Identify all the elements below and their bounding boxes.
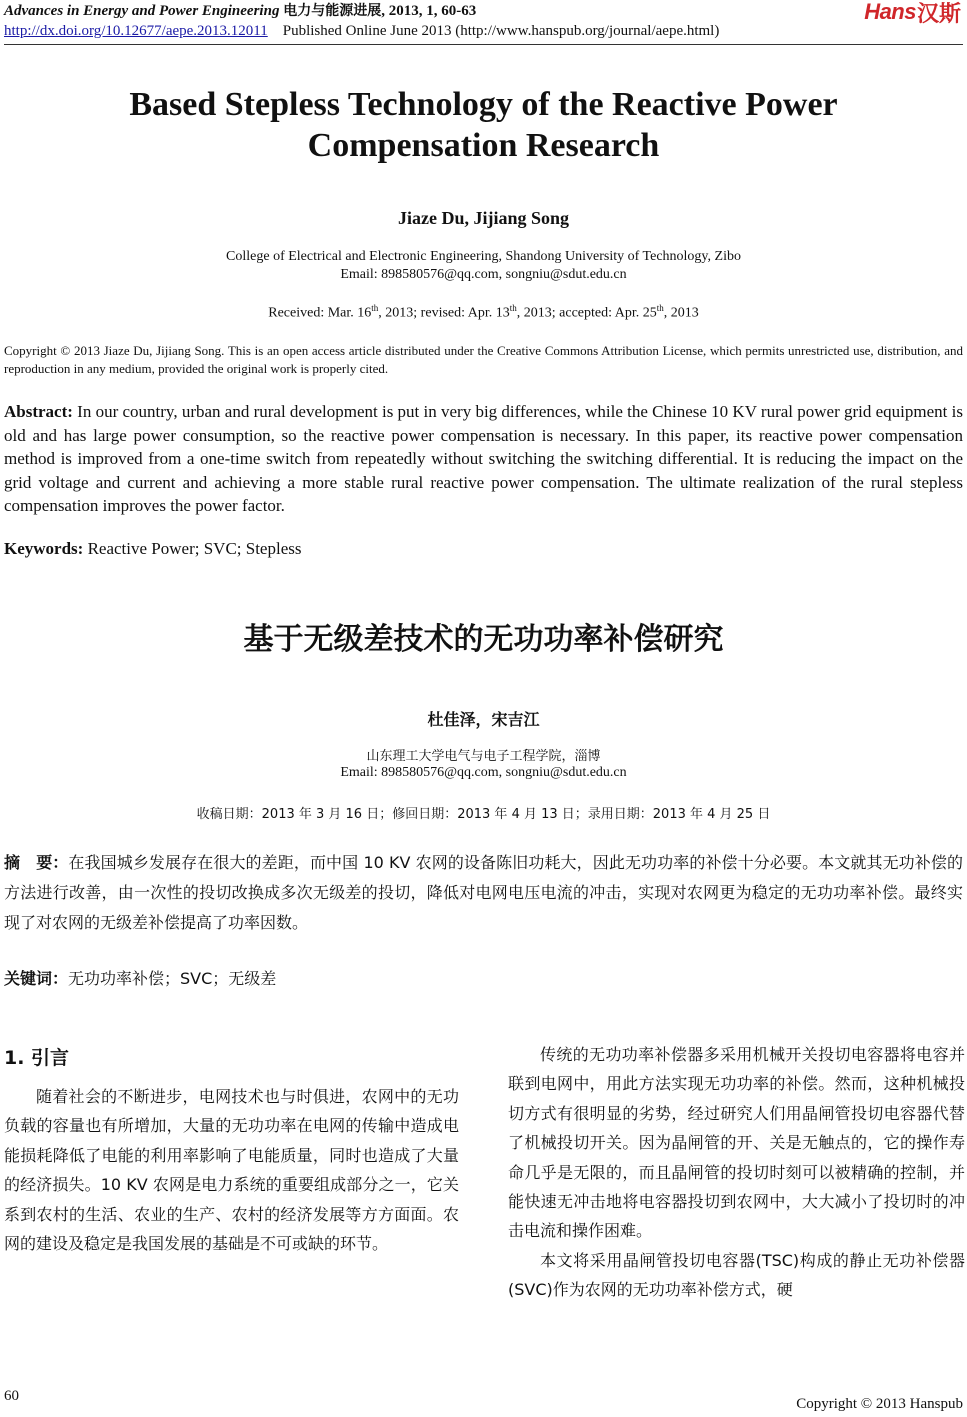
logo-cn: 汉斯 [916, 1, 961, 27]
cn-email: Email: 898580576@qq.com, songniu@sdut.edu.cn [340, 765, 627, 780]
section-heading: 1. 引言 [4, 1047, 70, 1069]
body-paragraph-1: 传统的无功功率补偿器多采用机械开关投切电容器将电容并联到电网中，用此方法实现无功功率的补偿。然而，这种机械投切方式有很明显的劣势，经过研究人们用晶闸管投切电容器代替了机械投切开关。因为晶闸管的开、关是无触点的，它的操作寿命几乎是无限的，而且晶闸管的投切时刻可以被精确的控制，并能快速无冲击地将电容器投切到农网中，大大减小了投切时的冲击电流和操作困难。 [508, 1045, 965, 1241]
cn-title: 基于无级差技术的无功功率补偿研究 [243, 622, 724, 657]
received-date: Received: Mar. 16 [268, 305, 372, 321]
right-column [508, 1040, 965, 1305]
copyright-notice: Copyright © 2013 Jiaze Du, Jijiang Song. This is an open access article distributed under the Creative Commons Attribution License, which permits unrestricted use, distribution, and reproduction in any medium, provided the original work is properly cited. [4, 343, 963, 376]
title-line-2: Compensation Research [307, 127, 660, 164]
header-divider [4, 44, 963, 45]
revised-sup: th [509, 303, 517, 313]
keywords-text: Reactive Power; SVC; Stepless [83, 539, 302, 558]
cn-abstract [4, 848, 963, 938]
cn-abstract-text: 在我国城乡发展存在很大的差距，而中国 10 KV 农网的设备陈旧功耗大，因此无功功率的补偿十分必要。本文就其无功补偿的方法进行改善，由一次性的投切改换成多次无级差的投切，降低对电网电压电流的冲击，实现对农网更为稳定的无功功率补偿。最终实现了对农网的无级差补偿提高了功率因数。 [4, 853, 963, 932]
email: Email: 898580576@qq.com, songniu@sdut.edu.cn [340, 267, 627, 282]
journal-name: Advances in Energy and Power Engineering [4, 3, 280, 19]
keywords-label: Keywords: [4, 539, 84, 558]
logo-latin: Hans [864, 0, 916, 24]
cn-keywords [4, 966, 276, 989]
body-paragraph-2: 本文将采用晶闸管投切电容器(TSC)构成的静止无功补偿器(SVC)作为农网的无功功率补偿方式，硬 [508, 1250, 965, 1300]
journal-name-cn: 电力与能源进展 [283, 3, 382, 19]
journal-volume: , 2013, 1, 60-63 [381, 3, 477, 19]
doi-link[interactable]: http://dx.doi.org/10.12677/aepe.2013.12011 [4, 23, 268, 39]
abstract-label: Abstract: [4, 402, 73, 421]
abstract [4, 400, 963, 518]
journal-header [4, 2, 476, 21]
accepted-date: , 2013; accepted: Apr. 25 [516, 305, 657, 321]
accepted-sup: th [656, 303, 664, 313]
authors: Jiaze Du, Jijiang Song [397, 208, 570, 228]
revised-date: , 2013; revised: Apr. 13 [378, 305, 510, 321]
cn-keywords-label: 关键词： [4, 969, 69, 988]
keywords [4, 539, 301, 559]
title-line-1: Based Stepless Technology of the Reactive Power [129, 86, 838, 123]
affiliation-block [0, 248, 967, 284]
footer-copyright: Copyright © 2013 Hanspub [796, 1396, 963, 1412]
received-sup: th [371, 303, 379, 313]
intro-paragraph: 随着社会的不断进步，电网技术也与时俱进，农网中的无功负载的容量也有所增加，大量的无功功率在电网的传输中造成电能损耗降低了电能的利用率影响了电能质量，同时也造成了大量的经济损失。10 KV 农网是电力系统的重要组成部分之一，它关系到农村的生活、农业的生产、农村的经济发展等方方面面。农网的建设及稳定是我国发展的基础是不可或缺的环节。 [4, 1087, 459, 1254]
accepted-year: , 2013 [663, 305, 699, 321]
submission-dates [0, 303, 967, 322]
cn-abstract-label: 摘 要： [4, 853, 69, 872]
cn-keywords-text: 无功功率补偿；SVC；无级差 [68, 969, 277, 988]
hanspub-logo [864, 0, 961, 27]
cn-affiliation: 山东理工大学电气与电子工程学院，淄博 [366, 749, 601, 764]
cn-authors: 杜佳泽，宋吉江 [427, 710, 540, 729]
paper-title [0, 84, 967, 166]
affiliation: College of Electrical and Electronic Engineering, Shandong University of Technology, Zibo [226, 249, 741, 264]
published-online: Published Online June 2013 (http://www.hanspub.org/journal/aepe.html) [282, 23, 720, 39]
doi-line [4, 22, 719, 41]
abstract-text: In our country, urban and rural development is put in very big differences, while the Chinese 10 KV rural power grid equipment is old and has large power consumption, so the reactive power compensation is necessary. In this paper, its reactive power compensation method is improved from a one-time switch from repeatedly without switching the switching differential. It is reducing the impact on the grid voltage and current and achieving a more stable rural reactive power compensation. The ultimate realization of the rural stepless compensation improves the power factor. [4, 402, 963, 515]
page-number: 60 [4, 1388, 19, 1404]
left-column [4, 1040, 459, 1258]
cn-dates: 收稿日期：2013 年 3 月 16 日；修回日期：2013 年 4 月 13 日；录用日期：2013 年 4 月 25 日 [196, 807, 771, 822]
